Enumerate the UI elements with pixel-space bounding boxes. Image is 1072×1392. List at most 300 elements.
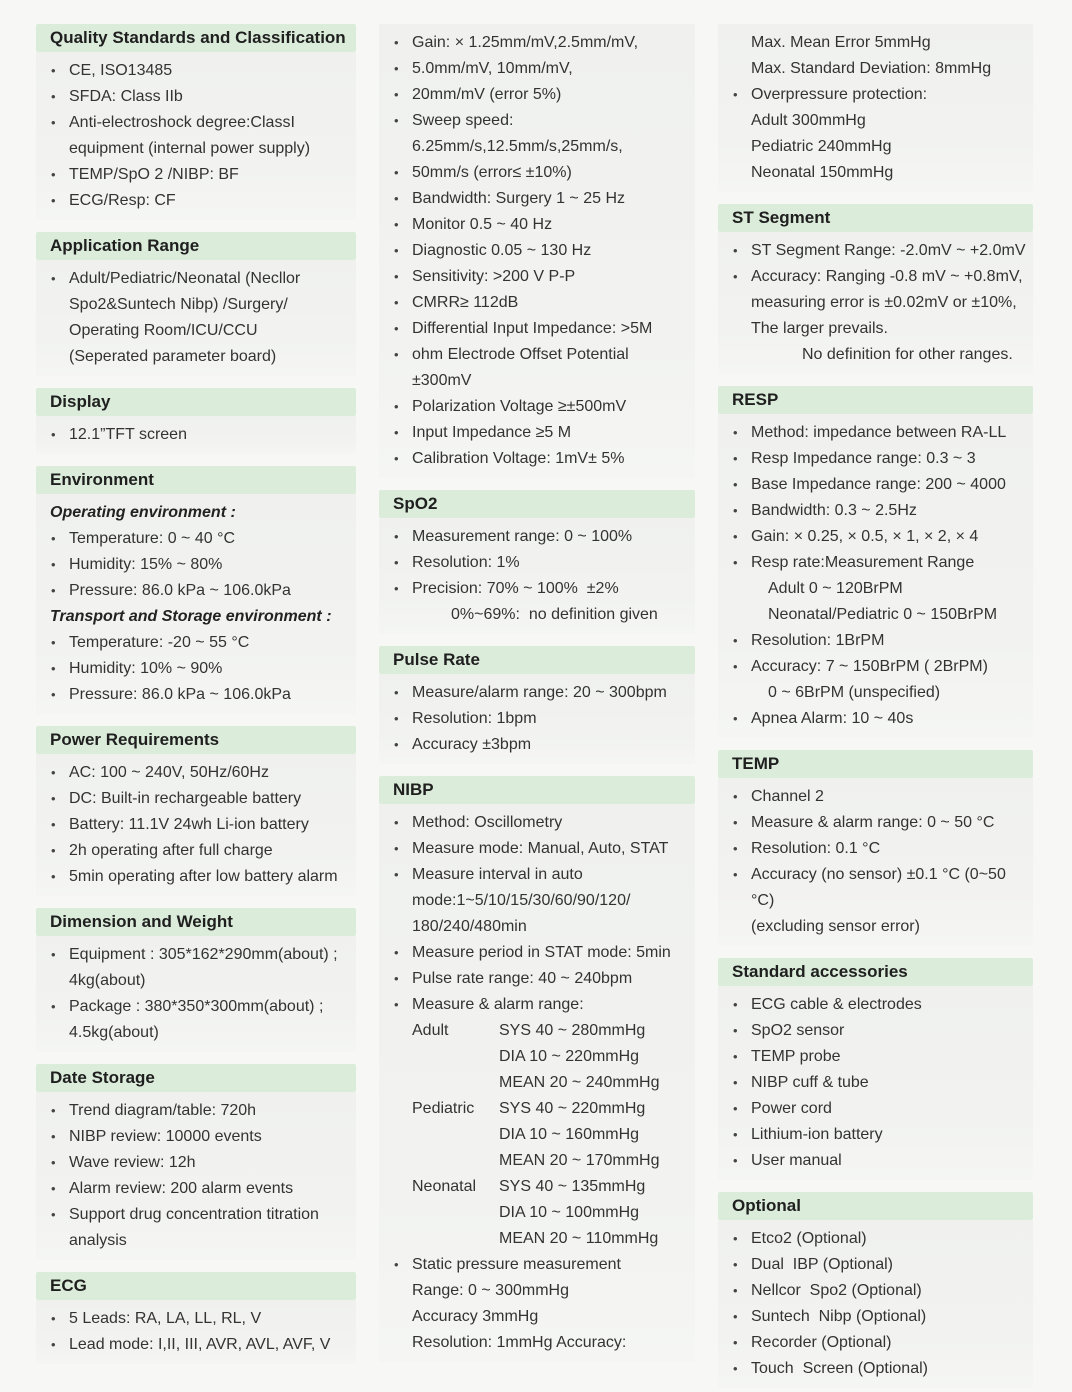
spec-bullet-item xyxy=(718,1122,1029,1148)
section-header: Pulse Rate xyxy=(379,646,695,674)
spec-bullet-item xyxy=(379,1252,691,1356)
spec-item-text xyxy=(751,82,1029,186)
bullet-icon: • xyxy=(51,115,56,130)
spec-item-text xyxy=(751,264,1029,342)
spec-item-line: Support drug concentration titration xyxy=(69,1206,319,1223)
spec-bullet-item xyxy=(36,526,352,552)
bullet-icon: • xyxy=(394,451,399,466)
spec-item-line: DC: Built-in rechargeable battery xyxy=(69,790,302,807)
spec-bullet-item xyxy=(718,1096,1029,1122)
spec-item-text xyxy=(751,1148,1029,1174)
bullet-icon: • xyxy=(394,945,399,960)
section-resp xyxy=(718,386,1033,738)
bullet-icon: • xyxy=(51,1103,56,1118)
spec-item-text xyxy=(751,628,1029,654)
spec-item-text xyxy=(412,212,691,238)
spec-item-line: Measure & alarm range: xyxy=(412,996,584,1013)
bullet-icon: • xyxy=(733,1283,738,1298)
spec-item-line: Precision: 70% ~ 100% ±2% xyxy=(412,580,619,597)
bullet-icon: • xyxy=(733,1023,738,1038)
spec-item-text xyxy=(69,84,352,110)
bullet-icon: • xyxy=(394,997,399,1012)
spec-item-line: Method: impedance between RA-LL xyxy=(751,424,1007,441)
section-header: Date Storage xyxy=(36,1064,356,1092)
spec-plain-line: Adult 0 ~ 120BrPM xyxy=(768,580,903,597)
spec-item-line: Operating Room/ICU/CCU xyxy=(69,322,258,339)
spec-bullet-item xyxy=(718,706,1029,732)
spec-bullet-item xyxy=(36,864,352,890)
spec-item-text xyxy=(69,760,352,786)
section-quality-standards-and-classification xyxy=(36,24,356,220)
spec-item-line: equipment (internal power supply) xyxy=(69,140,311,157)
spec-item-text xyxy=(751,446,1029,472)
spec-bullet-item xyxy=(379,836,691,862)
spec-item-text xyxy=(751,862,1029,940)
range-value: MEAN 20 ~ 110mmHg xyxy=(499,1230,659,1247)
spec-item-text xyxy=(412,420,691,446)
spec-item-text xyxy=(412,992,691,1018)
spec-bullet-item xyxy=(379,966,691,992)
spec-bullet-item xyxy=(36,838,352,864)
spec-bullet-item xyxy=(379,420,691,446)
spec-bullet-item xyxy=(36,162,352,188)
spec-item-line: Alarm review: 200 alarm events xyxy=(69,1180,294,1197)
bullet-icon: • xyxy=(733,711,738,726)
spec-item-text xyxy=(69,578,352,604)
spec-bullet-item xyxy=(718,524,1029,550)
spec-item-text xyxy=(751,1044,1029,1070)
spec-item-line: Sensitivity: >200 V P-P xyxy=(412,268,576,285)
bullet-icon: • xyxy=(394,711,399,726)
section-body xyxy=(718,778,1033,946)
section-body xyxy=(718,986,1033,1180)
spec-range-row xyxy=(379,1096,691,1122)
spec-item-line: ST Segment Range: -2.0mV ~ +2.0mV xyxy=(751,242,1026,259)
bullet-icon: • xyxy=(733,1049,738,1064)
section-header: Environment xyxy=(36,466,356,494)
section-body xyxy=(379,804,695,1362)
bullet-icon: • xyxy=(394,243,399,258)
bullet-icon: • xyxy=(733,1101,738,1116)
spec-bullet-item xyxy=(36,1124,352,1150)
bullet-icon: • xyxy=(733,1257,738,1272)
section-st-segment xyxy=(718,204,1033,374)
spec-item-line: Bandwidth: 0.3 ~ 2.5Hz xyxy=(751,502,917,519)
section-pulse-rate xyxy=(379,646,695,764)
spec-item-text xyxy=(69,864,352,890)
spec-bullet-item xyxy=(379,290,691,316)
spec-item-line: ECG cable & electrodes xyxy=(751,996,922,1013)
section-body xyxy=(718,24,1033,192)
spec-bullet-item xyxy=(36,58,352,84)
bullet-icon: • xyxy=(394,1257,399,1272)
spec-bullet-item xyxy=(718,1044,1029,1070)
spec-item-line: Accuracy: 7 ~ 150BrPM ( 2BrPM) xyxy=(751,658,988,675)
spec-item-text xyxy=(69,812,352,838)
spec-item-line: 50mm/s (error≤ ±10%) xyxy=(412,164,572,181)
spec-bullet-item xyxy=(718,446,1029,472)
spec-bullet-item xyxy=(379,732,691,758)
spec-item-line: Trend diagram/table: 720h xyxy=(69,1102,257,1119)
bullet-icon: • xyxy=(51,843,56,858)
bullet-icon: • xyxy=(51,1129,56,1144)
spec-item-line: Temperature: 0 ~ 40 °C xyxy=(69,530,236,547)
bullet-icon: • xyxy=(394,399,399,414)
spec-item-line: 20mm/mV (error 5%) xyxy=(412,86,562,103)
spec-item-text xyxy=(69,786,352,812)
spec-item-text xyxy=(751,498,1029,524)
bullet-icon: • xyxy=(394,347,399,362)
spec-item-line: (Seperated parameter board) xyxy=(69,348,277,365)
bullet-icon: • xyxy=(394,87,399,102)
spec-item-text xyxy=(412,186,691,212)
section-environment xyxy=(36,466,356,714)
section-header: Standard accessories xyxy=(718,958,1033,986)
bullet-icon: • xyxy=(733,659,738,674)
spec-bullet-item xyxy=(379,940,691,966)
section-header: ST Segment xyxy=(718,204,1033,232)
spec-bullet-item xyxy=(718,472,1029,498)
bullet-icon: • xyxy=(51,583,56,598)
section-header: Application Range xyxy=(36,232,356,260)
spec-item-text xyxy=(751,1356,1029,1382)
spec-item-text xyxy=(751,472,1029,498)
section-dimension-and-weight xyxy=(36,908,356,1052)
spec-item-line: Humidity: 10% ~ 90% xyxy=(69,660,223,677)
spec-range-row xyxy=(379,1018,691,1044)
bullet-icon: • xyxy=(394,165,399,180)
spec-item-line: Humidity: 15% ~ 80% xyxy=(69,556,223,573)
bullet-icon: • xyxy=(51,791,56,806)
spec-item-line: Lead mode: I,II, III, AVR, AVL, AVF, V xyxy=(69,1336,331,1353)
bullet-icon: • xyxy=(733,1309,738,1324)
spec-item-line: Accuracy ±3bpm xyxy=(412,736,532,753)
spec-item-text xyxy=(412,238,691,264)
spec-item-line: 5.0mm/mV, 10mm/mV, xyxy=(412,60,573,77)
bullet-icon: • xyxy=(733,997,738,1012)
spec-item-text xyxy=(751,238,1029,264)
spec-bullet-item xyxy=(718,420,1029,446)
spec-item-line: AC: 100 ~ 240V, 50Hz/60Hz xyxy=(69,764,269,781)
spec-bullet-item xyxy=(36,786,352,812)
section-untitled xyxy=(718,24,1033,192)
spec-item-line: Pulse rate range: 40 ~ 240bpm xyxy=(412,970,633,987)
section-header: TEMP xyxy=(718,750,1033,778)
bullet-icon: • xyxy=(51,557,56,572)
spec-item-text xyxy=(69,656,352,682)
spec-column-1 xyxy=(36,24,356,1392)
bullet-icon: • xyxy=(394,191,399,206)
spec-item-line: NIBP cuff & tube xyxy=(751,1074,869,1091)
bullet-icon: • xyxy=(51,687,56,702)
bullet-icon: • xyxy=(394,815,399,830)
spec-item-line: Overpressure protection: xyxy=(751,86,928,103)
spec-item-text xyxy=(751,550,1029,576)
spec-item-line: Adult/Pediatric/Neonatal (Necllor xyxy=(69,270,301,287)
section-spo2 xyxy=(379,490,695,634)
spec-item-text xyxy=(751,784,1029,810)
spec-item-line: Power cord xyxy=(751,1100,832,1117)
spec-bullet-item xyxy=(718,498,1029,524)
spec-subheading: Transport and Storage environment : xyxy=(50,608,332,625)
range-value: DIA 10 ~ 220mmHg xyxy=(499,1048,640,1065)
spec-item-text xyxy=(412,56,691,82)
spec-item-line: Range: 0 ~ 300mmHg xyxy=(412,1282,569,1299)
spec-item-text xyxy=(751,836,1029,862)
range-patient-type: Adult xyxy=(412,1022,449,1039)
range-patient-type xyxy=(412,1148,499,1174)
range-value: SYS 40 ~ 135mmHg xyxy=(499,1178,646,1195)
bullet-icon: • xyxy=(733,425,738,440)
spec-range-row xyxy=(379,1200,691,1226)
spec-item-text xyxy=(412,1252,691,1356)
spec-bullet-item xyxy=(379,82,691,108)
spec-item-text xyxy=(751,992,1029,1018)
bullet-icon: • xyxy=(51,869,56,884)
spec-bullet-item xyxy=(718,1252,1029,1278)
section-temp xyxy=(718,750,1033,946)
spec-item-line: 5 Leads: RA, LA, LL, RL, V xyxy=(69,1310,262,1327)
spec-bullet-item xyxy=(718,1278,1029,1304)
bullet-icon: • xyxy=(51,63,56,78)
bullet-icon: • xyxy=(394,529,399,544)
spec-item-line: TEMP probe xyxy=(751,1048,841,1065)
section-header: Dimension and Weight xyxy=(36,908,356,936)
spec-item-text xyxy=(751,1070,1029,1096)
spec-item-text xyxy=(69,188,352,214)
bullet-icon: • xyxy=(394,269,399,284)
spec-item-line: Recorder (Optional) xyxy=(751,1334,892,1351)
bullet-icon: • xyxy=(51,193,56,208)
section-header: NIBP xyxy=(379,776,695,804)
spec-subheading: Operating environment : xyxy=(50,504,236,521)
spec-item-line: User manual xyxy=(751,1152,842,1169)
bullet-icon: • xyxy=(51,817,56,832)
bullet-icon: • xyxy=(51,89,56,104)
spec-item-line: Package : 380*350*300mm(about) ; xyxy=(69,998,324,1015)
section-power-requirements xyxy=(36,726,356,896)
spec-item-text xyxy=(751,810,1029,836)
spec-item-text xyxy=(69,422,352,448)
section-body xyxy=(36,52,356,220)
spec-item-line: Resp rate:Measurement Range xyxy=(751,554,975,571)
spec-bullet-item xyxy=(718,238,1029,264)
spec-item-line: Resp Impedance range: 0.3 ~ 3 xyxy=(751,450,976,467)
spec-item-text xyxy=(69,1202,352,1254)
spec-bullet-item xyxy=(36,1098,352,1124)
spec-bullet-item xyxy=(36,630,352,656)
bullet-icon: • xyxy=(394,113,399,128)
spec-item-line: Neonatal 150mmHg xyxy=(751,164,894,181)
spec-item-text xyxy=(412,446,691,472)
bullet-icon: • xyxy=(51,1311,56,1326)
spec-item-text xyxy=(412,680,691,706)
spec-item-line: Method: Oscillometry xyxy=(412,814,563,831)
spec-item-text xyxy=(751,1304,1029,1330)
bullet-icon: • xyxy=(733,243,738,258)
spec-item-line: Resolution: 1bpm xyxy=(412,710,537,727)
spec-item-text xyxy=(412,810,691,836)
spec-bullet-item xyxy=(36,552,352,578)
spec-item-line: CMRR≥ 112dB xyxy=(412,294,519,311)
range-value: MEAN 20 ~ 240mmHg xyxy=(499,1074,660,1091)
spec-item-text xyxy=(69,682,352,708)
spec-item-line: Sweep speed: xyxy=(412,112,514,129)
bullet-icon: • xyxy=(51,1181,56,1196)
bullet-icon: • xyxy=(733,503,738,518)
spec-item-line: Apnea Alarm: 10 ~ 40s xyxy=(751,710,914,727)
spec-item-line: SFDA: Class IIb xyxy=(69,88,183,105)
spec-bullet-item xyxy=(718,1148,1029,1174)
spec-item-line: Pediatric 240mmHg xyxy=(751,138,892,155)
spec-item-text xyxy=(412,82,691,108)
section-header: Power Requirements xyxy=(36,726,356,754)
spec-bullet-item xyxy=(36,656,352,682)
spec-item-line: Bandwidth: Surgery 1 ~ 25 Hz xyxy=(412,190,626,207)
spec-item-line: Accuracy 3mmHg xyxy=(412,1308,539,1325)
section-body xyxy=(36,260,356,376)
spec-item-line: Channel 2 xyxy=(751,788,824,805)
spec-item-line: Equipment : 305*162*290mm(about) ; xyxy=(69,946,338,963)
section-body xyxy=(36,754,356,896)
bullet-icon: • xyxy=(51,531,56,546)
section-body xyxy=(36,1300,356,1364)
section-body xyxy=(718,232,1033,374)
spec-bullet-item xyxy=(718,1018,1029,1044)
spec-item-text xyxy=(69,1150,352,1176)
bullet-icon: • xyxy=(51,1207,56,1222)
spec-bullet-item xyxy=(379,680,691,706)
spec-bullet-item xyxy=(379,862,691,940)
bullet-icon: • xyxy=(733,269,738,284)
spec-item-line: NIBP review: 10000 events xyxy=(69,1128,262,1145)
bullet-icon: • xyxy=(51,1337,56,1352)
spec-item-line: Touch Screen (Optional) xyxy=(751,1360,928,1377)
spec-item-text xyxy=(69,526,352,552)
spec-item-line: Input Impedance ≥5 M xyxy=(412,424,572,441)
spec-bullet-item xyxy=(36,422,352,448)
section-body xyxy=(379,24,695,478)
spec-item-text xyxy=(69,1098,352,1124)
section-untitled xyxy=(379,24,695,478)
bullet-icon: • xyxy=(51,947,56,962)
bullet-icon: • xyxy=(394,555,399,570)
spec-item-line: Anti-electroshock degree:ClassI xyxy=(69,114,295,131)
spec-bullet-item xyxy=(718,1356,1029,1382)
spec-bullet-item xyxy=(379,212,691,238)
section-header: Display xyxy=(36,388,356,416)
spec-range-row xyxy=(379,1174,691,1200)
section-header: SpO2 xyxy=(379,490,695,518)
bullet-icon: • xyxy=(733,633,738,648)
spec-item-line: 2h operating after full charge xyxy=(69,842,273,859)
spec-item-text xyxy=(412,940,691,966)
section-date-storage xyxy=(36,1064,356,1260)
spec-item-line: Measure interval in auto xyxy=(412,866,583,883)
spec-item-line: 12.1”TFT screen xyxy=(69,426,187,443)
spec-item-text xyxy=(412,290,691,316)
spec-plain-line: 0%~69%: no definition given xyxy=(451,606,658,623)
range-patient-type xyxy=(412,1044,499,1070)
spec-item-text xyxy=(751,1226,1029,1252)
spec-column-3 xyxy=(718,24,1033,1392)
spec-bullet-item xyxy=(36,760,352,786)
spec-bullet-item xyxy=(36,942,352,994)
spec-bullet-item xyxy=(718,1070,1029,1096)
spec-item-text xyxy=(412,706,691,732)
spec-item-text xyxy=(412,576,691,602)
spec-bullet-item xyxy=(718,1330,1029,1356)
spec-item-text xyxy=(412,316,691,342)
section-header: ECG xyxy=(36,1272,356,1300)
section-body xyxy=(36,416,356,454)
section-body xyxy=(718,414,1033,738)
range-patient-type: Pediatric xyxy=(412,1100,475,1117)
range-patient-type: Neonatal xyxy=(412,1178,477,1195)
spec-bullet-item xyxy=(36,84,352,110)
bullet-icon: • xyxy=(733,1153,738,1168)
bullet-icon: • xyxy=(733,529,738,544)
section-optional xyxy=(718,1192,1033,1388)
spec-item-text xyxy=(751,524,1029,550)
spec-bullet-item xyxy=(379,316,691,342)
spec-item-line: Static pressure measurement xyxy=(412,1256,621,1273)
spec-item-line: Resolution: 1mmHg Accuracy: xyxy=(412,1334,627,1351)
spec-bullet-item xyxy=(379,160,691,186)
spec-column-2 xyxy=(379,24,695,1392)
spec-item-text xyxy=(69,1332,352,1358)
spec-item-line: 180/240/480min xyxy=(412,918,527,935)
spec-item-line: 4kg(about) xyxy=(69,972,146,989)
spec-item-line: Dual IBP (Optional) xyxy=(751,1256,893,1273)
bullet-icon: • xyxy=(733,815,738,830)
bullet-icon: • xyxy=(733,1075,738,1090)
spec-item-line: Accuracy (no sensor) ±0.1 °C (0~50 °C) xyxy=(751,866,1011,909)
section-body xyxy=(379,518,695,634)
bullet-icon: • xyxy=(733,477,738,492)
spec-item-text xyxy=(69,994,352,1046)
spec-item-text xyxy=(69,630,352,656)
bullet-icon: • xyxy=(394,737,399,752)
section-display xyxy=(36,388,356,454)
spec-item-line: Suntech Nibp (Optional) xyxy=(751,1308,927,1325)
bullet-icon: • xyxy=(733,867,738,882)
spec-item-line: 5min operating after low battery alarm xyxy=(69,868,338,885)
spec-bullet-item xyxy=(718,1304,1029,1330)
spec-bullet-item xyxy=(718,992,1029,1018)
spec-item-line: Polarization Voltage ≥±500mV xyxy=(412,398,627,415)
spec-item-text xyxy=(751,1018,1029,1044)
bullet-icon: • xyxy=(733,451,738,466)
spec-bullet-item xyxy=(379,30,691,56)
spec-bullet-item xyxy=(379,810,691,836)
bullet-icon: • xyxy=(733,555,738,570)
spec-item-text xyxy=(751,1278,1029,1304)
spec-bullet-item xyxy=(379,238,691,264)
spec-bullet-item xyxy=(379,264,691,290)
bullet-icon: • xyxy=(394,971,399,986)
spec-item-line: Gain: × 1.25mm/mV,2.5mm/mV, xyxy=(412,34,639,51)
section-nibp xyxy=(379,776,695,1362)
spec-item-text xyxy=(412,30,691,56)
section-header: RESP xyxy=(718,386,1033,414)
range-value: SYS 40 ~ 220mmHg xyxy=(499,1100,646,1117)
bullet-icon: • xyxy=(51,1155,56,1170)
spec-item-text xyxy=(69,110,352,162)
bullet-icon: • xyxy=(51,271,56,286)
section-body xyxy=(36,494,356,714)
spec-bullet-item xyxy=(36,812,352,838)
